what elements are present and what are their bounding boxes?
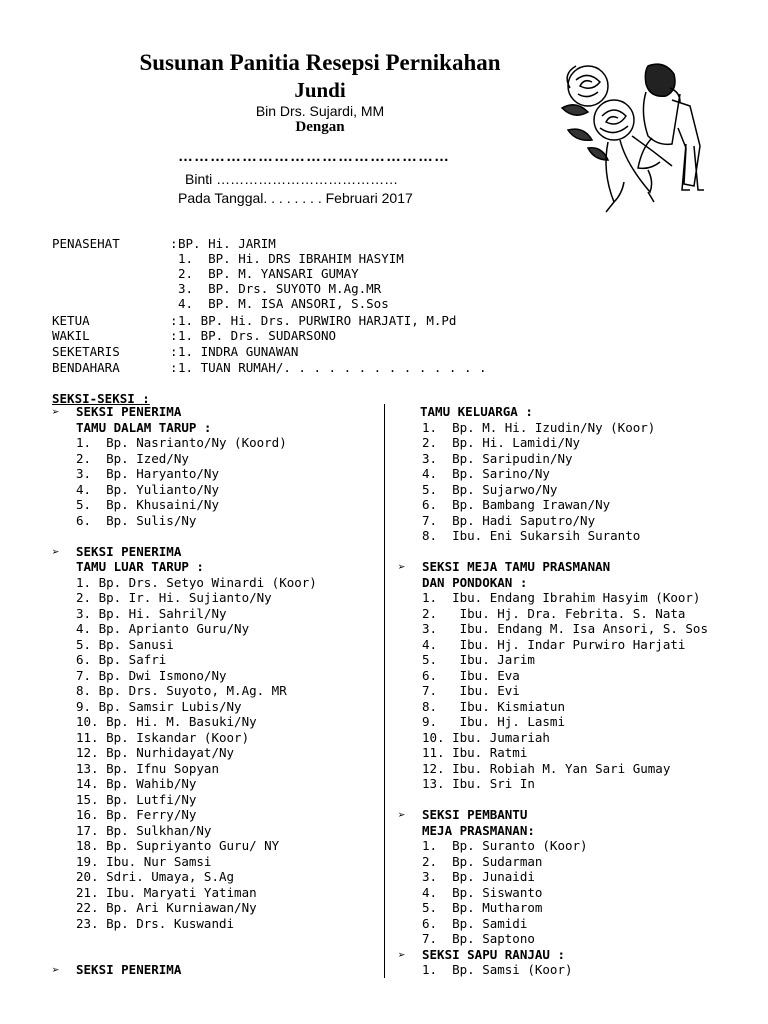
member-item: 22. Bp. Ari Kurniawan/Ny: [76, 900, 257, 915]
member-item: 13. Ibu. Sri In: [422, 776, 535, 791]
section-subtitle: TAMU KELUARGA :: [420, 404, 533, 419]
penasehat-item: 2. BP. M. YANSARI GUMAY: [178, 266, 359, 281]
member-item: 19. Ibu. Nur Samsi: [76, 853, 212, 869]
member-item: 23. Bp. Drs. Kuswandi: [76, 915, 235, 931]
member-item: 21. Ibu. Maryati Yatiman: [76, 884, 257, 900]
member-item: 4. Bp. Sarino/Ny: [422, 466, 550, 481]
member-item: 7. Bp. Saptono: [422, 931, 535, 946]
label-wakil: WAKIL: [52, 328, 90, 343]
member-item: 18. Bp. Supriyanto Guru/ NY: [76, 838, 280, 853]
member-item: 6. Bp. Samidi: [422, 915, 528, 931]
bride-name-blank: ……………………………………………: [178, 148, 450, 165]
colon: :: [170, 236, 178, 251]
member-item: 9. Ibu. Hj. Lasmi: [422, 714, 565, 729]
member-item: 4. Bp. Yulianto/Ny: [76, 481, 219, 497]
label-bendahara: BENDAHARA: [52, 360, 120, 375]
member-item: 2. Bp. Ized/Ny: [76, 450, 189, 466]
colon: :: [170, 313, 178, 328]
penasehat-item: 4. BP. M. ISA ANSORI, S.Sos: [178, 296, 389, 311]
section-title: ➢ SEKSI PENERIMA: [52, 962, 182, 977]
section-title: ➢ SEKSI PEMBANTU: [398, 807, 528, 822]
member-item: 10. Bp. Hi. M. Basuki/Ny: [76, 714, 257, 729]
member-item: 6. Bp. Safri: [76, 652, 167, 667]
member-item: 5. Ibu. Jarim: [422, 652, 535, 667]
member-item: 10. Ibu. Jumariah: [422, 729, 550, 745]
column-divider: [384, 404, 385, 978]
member-item: 8. Ibu. Eni Sukarsih Suranto: [422, 528, 641, 543]
bride-parent-blank: Binti …………………………………: [185, 171, 399, 187]
section-subtitle: TAMU LUAR TARUP :: [76, 559, 204, 574]
member-item: 6. Ibu. Eva: [422, 667, 520, 683]
member-item: 1. Bp. Nasrianto/Ny (Koord): [76, 435, 287, 450]
wedding-couple-illustration: [548, 48, 708, 218]
member-item: 1. Bp. Suranto (Koor): [422, 838, 588, 853]
member-item: 3. Bp. Hi. Sahril/Ny: [76, 605, 227, 621]
member-item: 1. Ibu. Endang Ibrahim Hasyim (Koor): [422, 590, 701, 605]
section-subtitle: TAMU DALAM TARUP :: [76, 419, 212, 435]
right-column: [398, 404, 728, 978]
member-item: 16. Bp. Ferry/Ny: [76, 807, 197, 822]
penasehat-item: 1. BP. Hi. DRS IBRAHIM HASYIM: [178, 251, 404, 266]
arrow-bullet-icon: ➢: [52, 962, 60, 977]
member-item: 3. Bp. Junaidi: [422, 869, 535, 884]
arrow-bullet-icon: ➢: [52, 543, 60, 559]
member-item: 4. Bp. Siswanto: [422, 884, 543, 900]
member-item: 5. Bp. Sujarwo/Ny: [422, 481, 558, 497]
seketaris-item: 1. INDRA GUNAWAN: [178, 344, 299, 359]
member-item: 6. Bp. Sulis/Ny: [76, 512, 197, 528]
member-item: 1. Bp. M. Hi. Izudin/Ny (Koor): [422, 419, 656, 435]
member-item: 12. Ibu. Robiah M. Yan Sari Gumay: [422, 760, 671, 776]
member-item: 1. Bp. Samsi (Koor): [422, 962, 573, 977]
section-subtitle: MEJA PRASMANAN:: [422, 822, 535, 838]
colon: :: [170, 344, 178, 359]
wedding-date: Pada Tanggal. . . . . . . . Februari 2017: [178, 190, 413, 206]
wakil-item: 1. BP. Drs. SUDARSONO: [178, 328, 337, 343]
section-title: ➢ SEKSI PENERIMA: [52, 404, 182, 419]
section-subtitle: DAN PONDOKAN :: [422, 574, 528, 590]
member-item: 5. Bp. Khusaini/Ny: [76, 497, 219, 512]
document-title: Susunan Panitia Resepsi Pernikahan: [139, 50, 501, 75]
member-item: 7. Bp. Hadi Saputro/Ny: [422, 512, 596, 528]
member-item: 20. Sdri. Umaya, S.Ag: [76, 869, 235, 884]
label-penasehat: PENASEHAT: [52, 236, 120, 251]
arrow-bullet-icon: ➢: [398, 559, 406, 574]
member-item: 11. Ibu. Ratmi: [422, 745, 528, 760]
arrow-bullet-icon: ➢: [398, 807, 406, 822]
section-title: ➢ SEKSI PENERIMA: [52, 543, 182, 559]
member-item: 13. Bp. Ifnu Sopyan: [76, 760, 219, 776]
member-item: 2. Bp. Ir. Hi. Sujianto/Ny: [76, 590, 272, 605]
member-item: 4. Bp. Aprianto Guru/Ny: [76, 621, 250, 636]
arrow-bullet-icon: ➢: [398, 946, 406, 962]
groom-parent: Bin Drs. Sujardi, MM: [255, 103, 385, 119]
member-item: 1. Bp. Drs. Setyo Winardi (Koor): [76, 574, 317, 590]
member-item: 7. Bp. Dwi Ismono/Ny: [76, 667, 227, 683]
label-seketaris: SEKETARIS: [52, 344, 120, 359]
arrow-bullet-icon: ➢: [52, 404, 60, 419]
member-item: 14. Bp. Wahib/Ny: [76, 776, 197, 791]
member-item: 8. Ibu. Kismiatun: [422, 698, 565, 714]
groom-name: Jundi: [294, 78, 346, 102]
left-column: [52, 404, 377, 978]
member-item: 3. Ibu. Endang M. Isa Ansori, S. Sos: [422, 621, 708, 636]
colon: :: [170, 360, 178, 375]
section-title: ➢ SEKSI SAPU RANJAU :: [398, 946, 565, 962]
penasehat-item: 3. BP. Drs. SUYOTO M.Ag.MR: [178, 281, 382, 296]
member-item: 9. Bp. Samsir Lubis/Ny: [76, 698, 242, 714]
ketua-item: 1. BP. Hi. Drs. PURWIRO HARJATI, M.Pd: [178, 313, 457, 328]
member-item: 2. Bp. Hi. Lamidi/Ny: [422, 435, 581, 450]
member-item: 15. Bp. Lutfi/Ny: [76, 791, 197, 807]
member-item: 4. Ibu. Hj. Indar Purwiro Harjati: [422, 636, 686, 652]
member-item: 12. Bp. Nurhidayat/Ny: [76, 745, 235, 760]
member-item: 3. Bp. Saripudin/Ny: [422, 450, 573, 466]
section-title: ➢ SEKSI MEJA TAMU PRASMANAN: [398, 559, 611, 574]
member-item: 8. Bp. Drs. Suyoto, M.Ag. MR: [76, 683, 287, 698]
member-item: 17. Bp. Sulkhan/Ny: [76, 822, 212, 838]
penasehat-item: BP. Hi. JARIM: [178, 236, 276, 251]
bendahara-item: 1. TUAN RUMAH/. . . . . . . . . . . . . .: [178, 360, 487, 375]
member-item: 2. Bp. Sudarman: [422, 853, 543, 869]
seksi-heading: SEKSI-SEKSI :: [52, 391, 150, 406]
member-item: 6. Bp. Bambang Irawan/Ny: [422, 497, 611, 512]
member-item: 5. Bp. Mutharom: [422, 900, 543, 915]
label-ketua: KETUA: [52, 313, 90, 328]
member-item: 3. Bp. Haryanto/Ny: [76, 466, 219, 481]
dengan-label: Dengan: [295, 119, 345, 135]
member-item: 5. Bp. Sanusi: [76, 636, 174, 652]
member-item: 7. Ibu. Evi: [422, 683, 520, 698]
member-item: 2. Ibu. Hj. Dra. Febrita. S. Nata: [422, 605, 686, 621]
member-item: 11. Bp. Iskandar (Koor): [76, 729, 250, 745]
colon: :: [170, 328, 178, 343]
